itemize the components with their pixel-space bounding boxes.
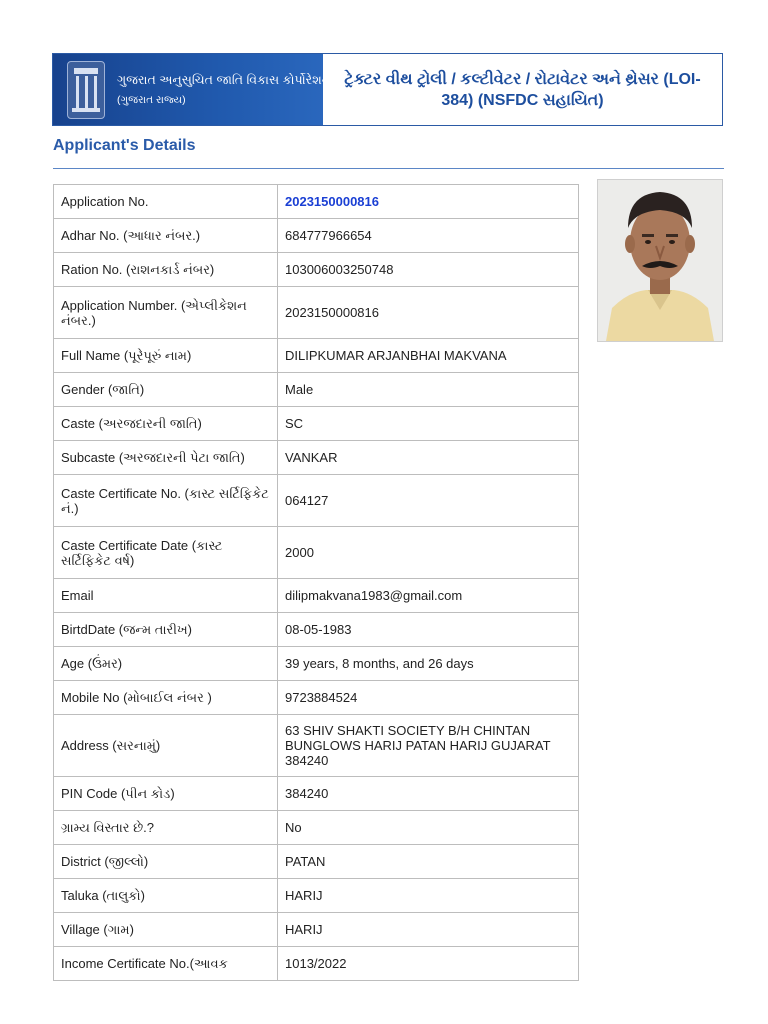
field-label: Adhar No. (આધાર નંબર.) bbox=[54, 219, 278, 253]
field-label: Application No. bbox=[54, 185, 278, 219]
field-value: 39 years, 8 months, and 26 days bbox=[278, 647, 579, 681]
table-row bbox=[54, 339, 579, 373]
field-value: 384240 bbox=[278, 777, 579, 811]
field-label: PIN Code (પીન કોડ) bbox=[54, 777, 278, 811]
table-row bbox=[54, 913, 579, 947]
field-value: 63 SHIV SHAKTI SOCIETY B/H CHINTAN BUNGLOWS HARIJ PATAN HARIJ GUJARAT 384240 bbox=[278, 715, 579, 777]
field-label: Caste Certificate No. (કાસ્ટ સર્ટિફિકેટ નં.) bbox=[54, 475, 278, 527]
field-value: dilipmakvana1983@gmail.com bbox=[278, 579, 579, 613]
table-row bbox=[54, 287, 579, 339]
table-row bbox=[54, 715, 579, 777]
field-value: VANKAR bbox=[278, 441, 579, 475]
field-label: Subcaste (અરજદારની પેટા જાતિ) bbox=[54, 441, 278, 475]
table-row bbox=[54, 475, 579, 527]
table-row bbox=[54, 185, 579, 219]
field-label: ગ્રામ્ય વિસ્તાર છે.? bbox=[54, 811, 278, 845]
field-value: Male bbox=[278, 373, 579, 407]
section-divider bbox=[53, 168, 724, 169]
field-label: Application Number. (એપ્લીકેશન નંબર.) bbox=[54, 287, 278, 339]
application-no-value: 2023150000816 bbox=[278, 185, 579, 219]
field-value: HARIJ bbox=[278, 913, 579, 947]
scheme-title: ટ્રેક્ટર વીથ ટ્રોલી / કલ્ટીવેટર / રોટાવેટર અને થ્રેસર (LOI-384) (NSFDC સહાયિત) bbox=[344, 70, 701, 109]
field-value: SC bbox=[278, 407, 579, 441]
table-row bbox=[54, 879, 579, 913]
org-name: ગુજરાત અનુસુચિત જાતિ વિકાસ કોર્પોરેશન bbox=[117, 72, 332, 87]
field-value: 9723884524 bbox=[278, 681, 579, 715]
table-row bbox=[54, 407, 579, 441]
field-label: Gender (જાતિ) bbox=[54, 373, 278, 407]
table-row bbox=[54, 647, 579, 681]
field-value: DILIPKUMAR ARJANBHAI MAKVANA bbox=[278, 339, 579, 373]
field-value: 103006003250748 bbox=[278, 253, 579, 287]
field-label: Address (સરનામું) bbox=[54, 715, 278, 777]
table-row bbox=[54, 579, 579, 613]
table-row bbox=[54, 441, 579, 475]
field-label: Income Certificate No.(આવક bbox=[54, 947, 278, 981]
applicant-details-table bbox=[53, 184, 579, 981]
table-row bbox=[54, 219, 579, 253]
field-label: BirtdDate (જન્મ તારીખ) bbox=[54, 613, 278, 647]
org-subtitle: (ગુજરાત રાજ્ય) bbox=[117, 93, 186, 106]
table-row bbox=[54, 527, 579, 579]
table-row bbox=[54, 777, 579, 811]
org-banner bbox=[53, 54, 332, 125]
gujarat-emblem-icon bbox=[67, 61, 105, 119]
table-row bbox=[54, 613, 579, 647]
table-row bbox=[54, 253, 579, 287]
page-header bbox=[52, 53, 723, 126]
table-row bbox=[54, 681, 579, 715]
table-row bbox=[54, 947, 579, 981]
field-label: District (જીલ્લો) bbox=[54, 845, 278, 879]
section-title: Applicant's Details bbox=[53, 137, 196, 154]
field-value: HARIJ bbox=[278, 879, 579, 913]
field-value: 064127 bbox=[278, 475, 579, 527]
table-row bbox=[54, 373, 579, 407]
field-value: 684777966654 bbox=[278, 219, 579, 253]
field-value: No bbox=[278, 811, 579, 845]
field-label: Caste (અરજદારની જાતિ) bbox=[54, 407, 278, 441]
field-value: PATAN bbox=[278, 845, 579, 879]
field-label: Mobile No (મોબાઈલ નંબર ) bbox=[54, 681, 278, 715]
field-label: Ration No. (રાશનકાર્ડ નંબર) bbox=[54, 253, 278, 287]
field-label: Age (ઉંમર) bbox=[54, 647, 278, 681]
table-row bbox=[54, 845, 579, 879]
table-row bbox=[54, 811, 579, 845]
field-value: 1013/2022 bbox=[278, 947, 579, 981]
applicant-photo bbox=[597, 179, 723, 342]
field-value: 2023150000816 bbox=[278, 287, 579, 339]
field-label: Taluka (તાલુકો) bbox=[54, 879, 278, 913]
field-value: 2000 bbox=[278, 527, 579, 579]
field-label: Caste Certificate Date (કાસ્ટ સર્ટિફિકેટ વર્ષ) bbox=[54, 527, 278, 579]
field-label: Full Name (પૂરેપૂરું નામ) bbox=[54, 339, 278, 373]
field-value: 08-05-1983 bbox=[278, 613, 579, 647]
field-label: Village (ગામ) bbox=[54, 913, 278, 947]
field-label: Email bbox=[54, 579, 278, 613]
